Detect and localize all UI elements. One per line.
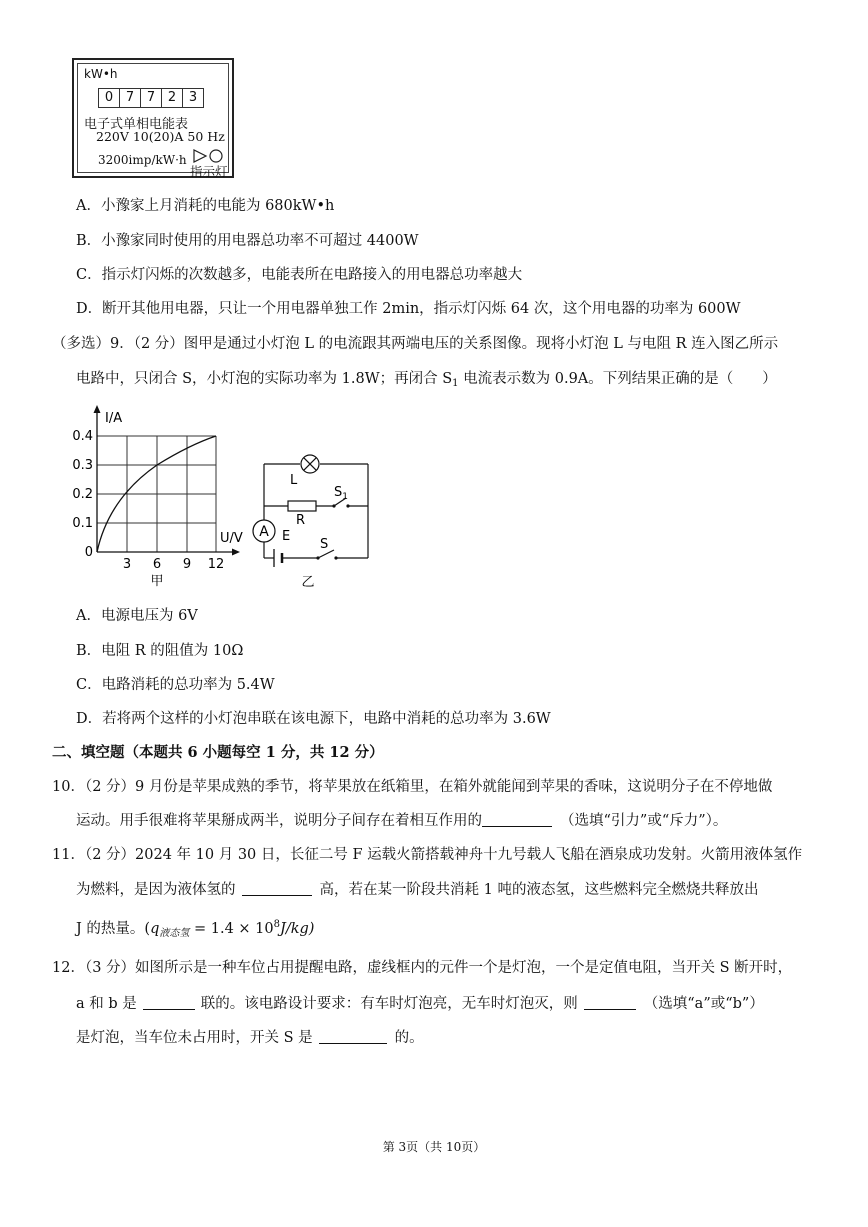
graph-xtick: 9 (182, 557, 192, 572)
graph-xtick: 12 (207, 557, 225, 572)
meter-name: 电子式单相电能表 (84, 117, 189, 132)
meter-imp: 3200imp/kW·h (98, 153, 187, 167)
graph-caption: 甲 (150, 574, 164, 589)
graph-ytick: 0.4 (72, 429, 93, 444)
meter-spec: 220V 10(20)A 50 Hz (96, 129, 225, 144)
lamp-label: L (290, 473, 298, 488)
graph-ylabel: I/A (105, 411, 123, 426)
q9-option-d: D．若将两个这样的小灯泡串联在该电源下，电路中消耗的总功率为 3.6W (76, 711, 551, 727)
q8-option-b: B．小豫家同时使用的用电器总功率不可超过 4400W (76, 233, 419, 249)
battery-icon (274, 549, 282, 567)
circuit-yi (244, 444, 376, 592)
circuit-caption: 乙 (301, 575, 315, 590)
ammeter-icon (253, 520, 275, 542)
q9-stem-line2: 电路中，只闭合 S，小灯泡的实际功率为 1.8W；再闭合 $S_1$ 电流表示数为 0.9A。下列结果正确的是（ ） (76, 371, 777, 389)
q8-option-c: C．指示灯闪烁的次数越多，电能表所在电路接入的用电器总功率越大 (76, 267, 523, 283)
page-footer: 第 3页（共 10页） (382, 1140, 486, 1154)
meter-digits (99, 88, 204, 108)
q12-line2: a 和 b 是 联的。该电路设计要求：有车时灯泡亮，无车时灯泡灭，则 （选填“a”或“b”） (76, 996, 764, 1012)
graph-ytick: 0.2 (72, 487, 93, 502)
switch1-label: $S_1$ (334, 485, 348, 502)
answer-blank[interactable] (482, 812, 552, 827)
q9-option-c: C．电路消耗的总功率为 5.4W (76, 677, 275, 693)
q8-option-d: D．断开其他用电器，只让一个用电器单独工作 2min，指示灯闪烁 64 次，这个用电器的功率为 600W (76, 301, 741, 317)
meter-digit: 3 (182, 88, 204, 108)
answer-blank[interactable] (143, 995, 195, 1010)
graph-xtick: 6 (152, 557, 162, 572)
q12-line1: 12．（3 分）如图所示是一种车位占用提醒电路，虚线框内的元件一个是灯泡，一个是定值电阻，当开关 S 断开时， (52, 960, 793, 976)
q9-option-b: B．电阻 R 的阻值为 10Ω (76, 643, 244, 659)
lamp-icon (301, 455, 319, 473)
graph-xlabel: U/V (220, 531, 243, 546)
graph-ytick: 0.3 (72, 458, 93, 473)
resistor-icon (288, 501, 316, 511)
q9-option-a: A．电源电压为 6V (76, 608, 198, 624)
graph-jia (66, 402, 262, 592)
answer-blank[interactable] (242, 881, 312, 896)
graph-origin: 0 (84, 545, 93, 560)
q10-line1: 10．（2 分）9 月份是苹果成熟的季节，将苹果放在纸箱里，在箱外就能闻到苹果的香味，这说明分子在不停地做 (52, 779, 773, 795)
graph-ytick: 0.1 (72, 516, 93, 531)
meter-digit: 7 (119, 88, 141, 108)
q9-stem-line1: （多选）9．（2 分）图甲是通过小灯泡 L 的电流跟其两端电压的关系图像。现将小灯泡 L 与电阻 R 连入图乙所示 (52, 336, 779, 352)
ammeter-label: A (259, 524, 269, 540)
answer-blank[interactable] (319, 1029, 387, 1044)
graph-xtick: 3 (122, 557, 132, 572)
electric-meter-figure (72, 58, 234, 178)
q11-line3: J 的热量。$(q_{液态氢} = 1.4 \times 10^8J/kg)$ (76, 919, 315, 939)
meter-indicator-label: 指示灯 (190, 164, 228, 179)
answer-blank[interactable] (584, 995, 636, 1010)
q12-line3: 是灯泡，当车位未占用时，开关 S 是 的。 (76, 1030, 424, 1046)
q8-option-a: A．小豫家上月消耗的电能为 680kW•h (76, 198, 335, 214)
meter-digit: 2 (161, 88, 183, 108)
q10-line2: 运动。用手很难将苹果掰成两半，说明分子间存在着相互作用的 （选填“引力”或“斥力”）。 (76, 813, 728, 829)
source-label: E (282, 529, 291, 544)
q11-line2: 为燃料，是因为液体氢的 高，若在某一阶段共消耗 1 吨的液态氢，这些燃料完全燃烧共释放出 (76, 882, 759, 898)
q11-line1: 11．（2 分）2024 年 10 月 30 日，长征二号 F 运载火箭搭载神舟十九号载人飞船在酒泉成功发射。火箭用液体氢作 (52, 847, 803, 863)
meter-digit: 0 (98, 88, 120, 108)
switch-label: S (320, 537, 329, 552)
meter-digit: 7 (140, 88, 162, 108)
resistor-label: R (296, 513, 306, 528)
meter-unit: kW•h (84, 67, 118, 81)
section-heading-fill-in: 二、填空题（本题共 6 小题每空 1 分，共 12 分） (52, 744, 384, 761)
